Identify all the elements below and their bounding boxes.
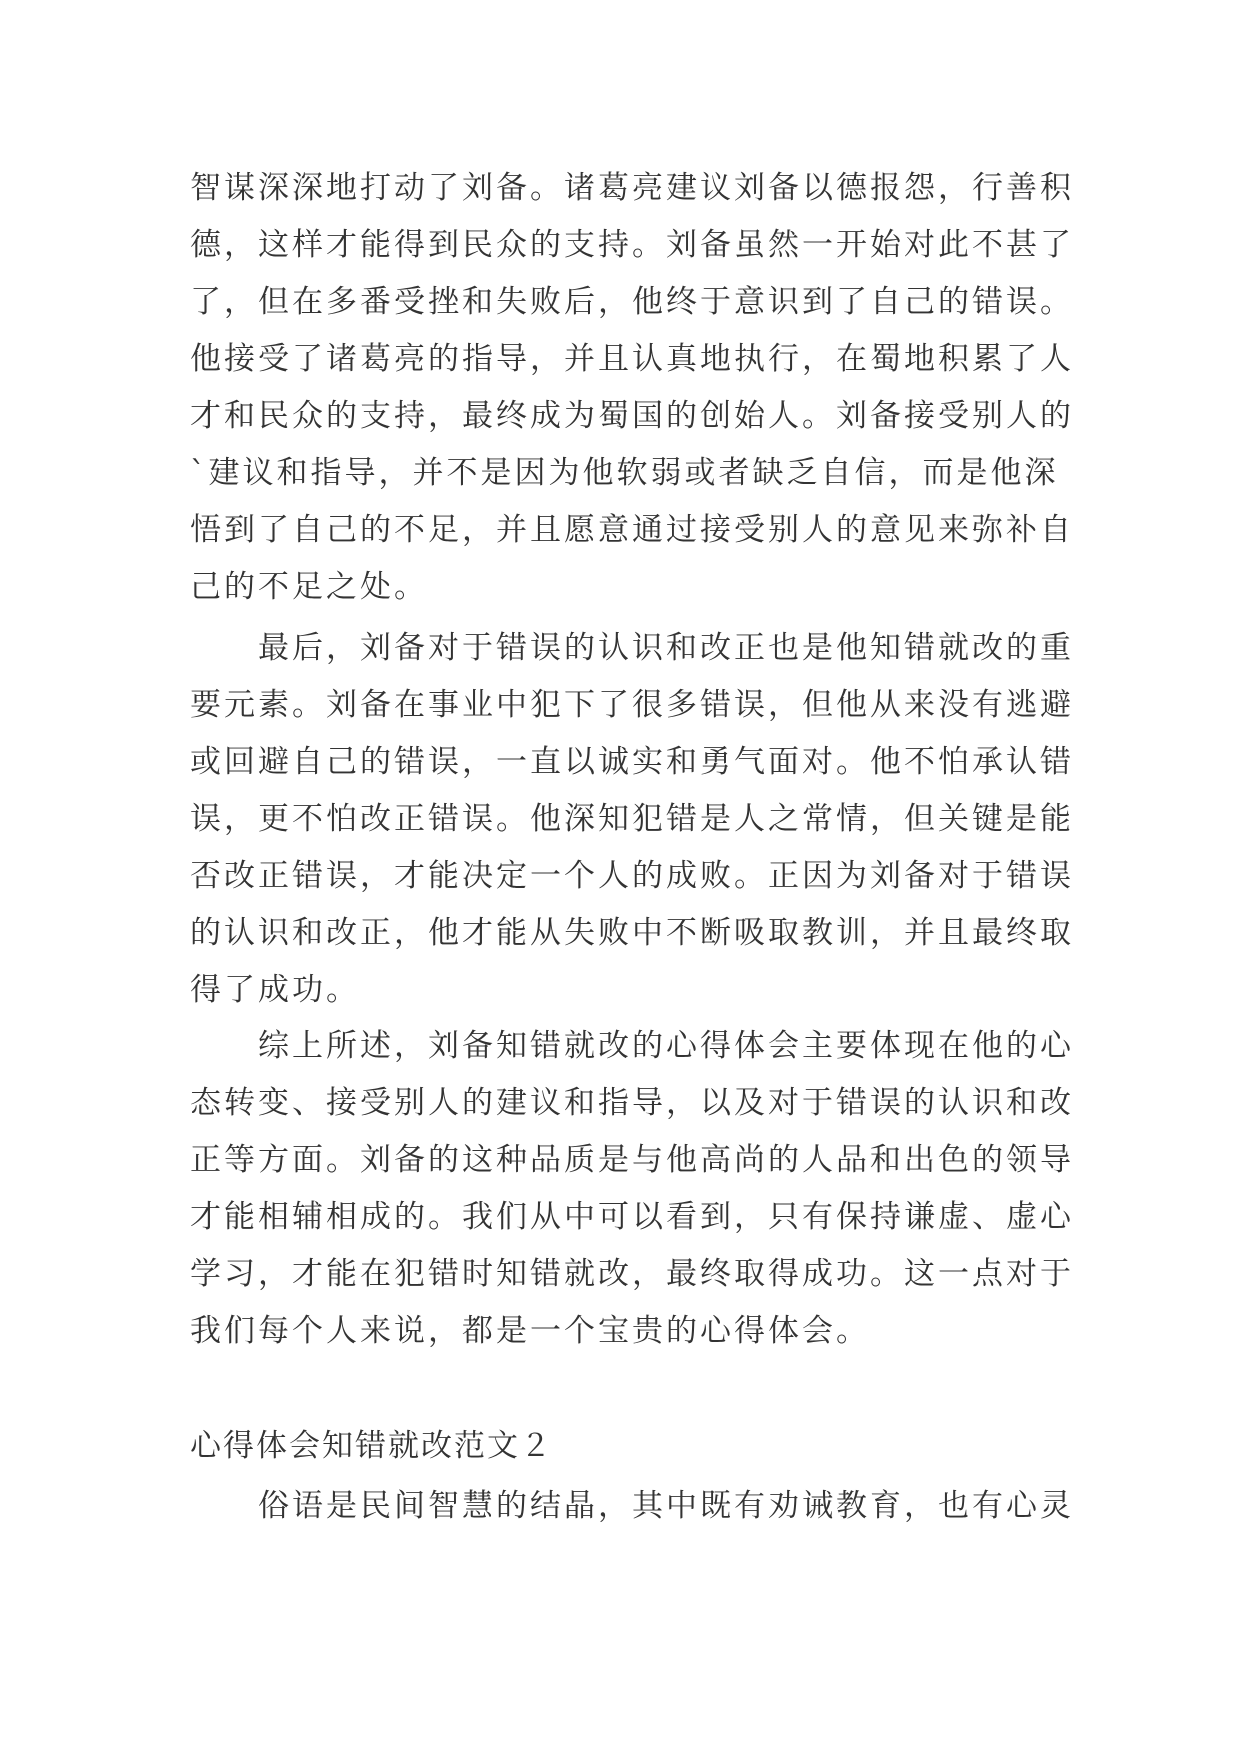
paragraph-2 bbox=[190, 620, 1074, 1019]
paragraph-line: 了，但在多番受挫和失败后，他终于意识到了自己的错误。 bbox=[190, 284, 1074, 320]
paragraph-3 bbox=[190, 1018, 1074, 1360]
paragraph-line: 才能相辅相成的。我们从中可以看到，只有保持谦虚、虚心 bbox=[190, 1199, 1074, 1235]
paragraph-line: 智谋深深地打动了刘备。诸葛亮建议刘备以德报怨，行善积 bbox=[190, 170, 1074, 206]
paragraph-line: 俗语是民间智慧的结晶，其中既有劝诫教育，也有心灵 bbox=[258, 1488, 1074, 1524]
paragraph-line: 态转变、接受别人的建议和指导，以及对于错误的认识和改 bbox=[190, 1085, 1074, 1121]
paragraph-line: 综上所述，刘备知错就改的心得体会主要体现在他的心 bbox=[258, 1028, 1074, 1064]
section-heading-text: 心得体会知错就改范文２ bbox=[190, 1428, 553, 1464]
paragraph-1 bbox=[190, 160, 1074, 616]
paragraph-line: 正等方面。刘备的这种品质是与他高尚的人品和出色的领导 bbox=[190, 1142, 1074, 1178]
paragraph-line: 学习，才能在犯错时知错就改，最终取得成功。这一点对于 bbox=[190, 1256, 1074, 1292]
paragraph-line: `建议和指导，并不是因为他软弱或者缺乏自信，而是他深 bbox=[190, 455, 1059, 491]
paragraph-line: 己的不足之处。 bbox=[190, 569, 428, 605]
paragraph-line: 或回避自己的错误，一直以诚实和勇气面对。他不怕承认错 bbox=[190, 744, 1074, 780]
section-heading bbox=[190, 1418, 1060, 1475]
paragraph-line: 德，这样才能得到民众的支持。刘备虽然一开始对此不甚了 bbox=[190, 227, 1074, 263]
paragraph-line: 误，更不怕改正错误。他深知犯错是人之常情，但关键是能 bbox=[190, 801, 1074, 837]
paragraph-line: 悟到了自己的不足，并且愿意通过接受别人的意见来弥补自 bbox=[190, 512, 1074, 548]
paragraph-line: 最后，刘备对于错误的认识和改正也是他知错就改的重 bbox=[258, 630, 1074, 666]
paragraph-line: 要元素。刘备在事业中犯下了很多错误，但他从来没有逃避 bbox=[190, 687, 1074, 723]
paragraph-line: 否改正错误，才能决定一个人的成败。正因为刘备对于错误 bbox=[190, 858, 1074, 894]
paragraph-line: 我们每个人来说，都是一个宝贵的心得体会。 bbox=[190, 1313, 870, 1349]
paragraph-4 bbox=[190, 1478, 1074, 1535]
paragraph-line: 的认识和改正，他才能从失败中不断吸取教训，并且最终取 bbox=[190, 915, 1074, 951]
paragraph-line: 才和民众的支持，最终成为蜀国的创始人。刘备接受别人的 bbox=[190, 398, 1074, 434]
paragraph-line: 得了成功。 bbox=[190, 972, 360, 1008]
paragraph-line: 他接受了诸葛亮的指导，并且认真地执行，在蜀地积累了人 bbox=[190, 341, 1074, 377]
